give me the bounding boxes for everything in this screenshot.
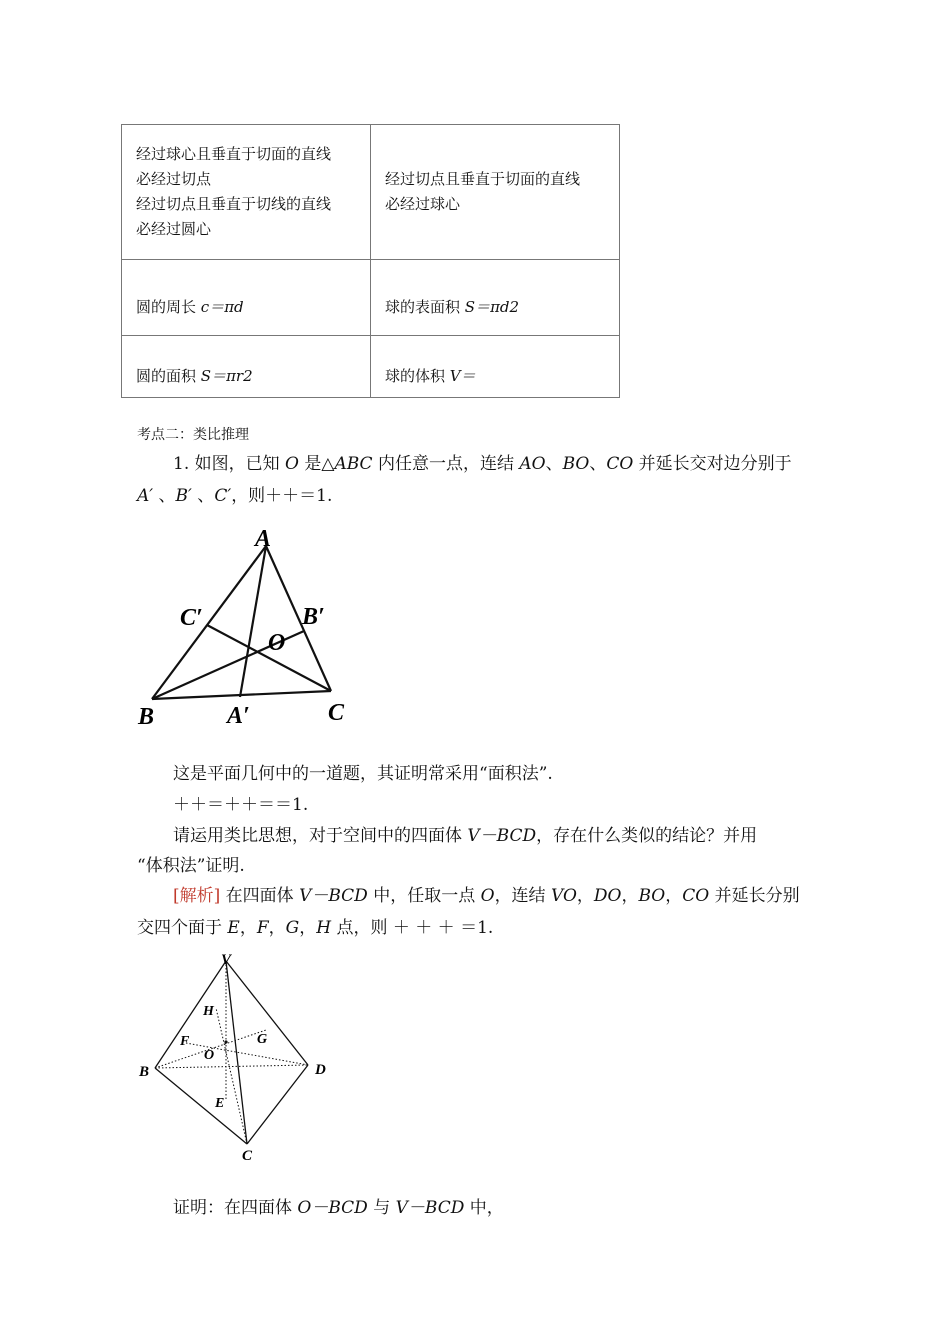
math-var: F (256, 918, 269, 938)
text: 、 (153, 486, 176, 506)
cevian-aa (240, 546, 266, 697)
text: ， (576, 886, 594, 906)
math-var: VO (550, 886, 577, 906)
cell-line: 经过切点且垂直于切面的直线 (385, 170, 581, 188)
label-a: A (255, 526, 272, 552)
cell-formula: V＝ (449, 367, 476, 385)
text: 中，任取一点 (367, 886, 481, 906)
text: 交四个面于 (137, 918, 228, 938)
math-var: V－BCD (467, 826, 537, 846)
label-e: E (215, 1096, 225, 1111)
text: 、 (589, 454, 607, 474)
label-a-prime: A′ (227, 703, 250, 729)
text: 、 (191, 486, 215, 506)
table-cell-right (371, 336, 620, 398)
label-c: C (328, 700, 345, 726)
tetra-solid-edges (155, 961, 308, 1144)
analysis-tag: [解析] (173, 886, 221, 906)
text: 、 (545, 454, 563, 474)
cell-line: 经过切点且垂直于切线的直线 (136, 195, 332, 213)
cell-line: 必经过球心 (385, 195, 461, 213)
text: ，存在什么类似的结论？并用 (536, 826, 758, 846)
line-co (216, 1008, 247, 1144)
cell-formula: c＝πd (200, 298, 244, 316)
math-var: C′ (214, 486, 232, 506)
cell-prefix: 圆的面积 (136, 367, 197, 385)
proof-line (173, 1193, 504, 1218)
math-var: V－BCD (395, 1198, 465, 1218)
analysis-line-1 (173, 881, 800, 906)
cell-formula: S＝πr2 (200, 367, 253, 385)
text: ，连结 (494, 886, 551, 906)
comparison-table (121, 124, 620, 398)
math-var: V－BCD (299, 886, 368, 906)
math-var: A′ (137, 486, 154, 506)
cell-formula: S＝πd2 (464, 298, 520, 316)
problem-line-2 (137, 481, 332, 506)
label-b-prime: B′ (302, 604, 325, 630)
edge-vc (226, 961, 247, 1144)
cell-line (385, 344, 605, 389)
text: ，则＋＋＝1. (231, 486, 333, 506)
text: 点，则 ＋ ＋ ＋ ＝1. (331, 918, 494, 938)
text: 在四面体 (220, 886, 300, 906)
edge-vb (155, 961, 226, 1068)
paragraph-3-line-1 (173, 821, 757, 846)
cell-prefix: 圆的周长 (136, 298, 197, 316)
table-cell-right (371, 125, 620, 260)
paragraph-2: ＋＋＝＋＋＝＝1. (173, 795, 309, 815)
table-row (122, 125, 620, 260)
label-h: H (203, 1004, 214, 1019)
math-var: BO (562, 454, 590, 474)
table-row (122, 336, 620, 398)
cell-line (136, 275, 356, 320)
math-var: O－BCD (297, 1198, 368, 1218)
analysis-line-2 (137, 913, 493, 938)
math-var: AO (519, 454, 546, 474)
text: 是△ (298, 454, 335, 474)
text: ， (268, 918, 286, 938)
math-var: O (480, 886, 495, 906)
math-var: G (285, 918, 300, 938)
tetrahedron-figure (130, 948, 340, 1168)
table-cell-left (122, 125, 371, 260)
text: ， (665, 886, 683, 906)
label-d: D (315, 1062, 326, 1078)
edge-bc (155, 1068, 247, 1144)
edge-vd (226, 961, 308, 1065)
label-g: G (257, 1032, 268, 1047)
label-c: C (242, 1148, 253, 1164)
paragraph-3-line-2: “体积法”证明. (137, 856, 245, 876)
cell-line (385, 275, 605, 320)
text: 请运用类比思想，对于空间中的四面体 (173, 826, 468, 846)
table-row (122, 260, 620, 336)
text: 并延长交对边分别于 (633, 454, 792, 474)
section-title: 考点二：类比推理 (137, 427, 249, 443)
math-var: BO (638, 886, 666, 906)
text: 与 (367, 1198, 396, 1218)
math-var: E (227, 918, 240, 938)
side-ab (152, 546, 266, 699)
edge-bd (155, 1065, 308, 1068)
cell-prefix: 球的表面积 (385, 298, 461, 316)
problem-line-1 (173, 449, 792, 474)
cell-line: 必经过圆心 (136, 220, 212, 238)
math-var: O (285, 454, 299, 474)
math-var: CO (682, 886, 710, 906)
text: ， (239, 918, 257, 938)
label-o: O (268, 630, 286, 656)
triangle-figure (130, 522, 360, 732)
label-f: F (180, 1034, 190, 1049)
tetra-dashed-lines (155, 961, 308, 1144)
table-cell-left (122, 260, 371, 336)
paragraph-1: 这是平面几何中的一道题，其证明常采用“面积法”. (173, 764, 553, 784)
table-cell-left (122, 336, 371, 398)
cell-line (136, 344, 356, 389)
math-var: ABC (334, 454, 373, 474)
math-var: B′ (175, 486, 192, 506)
text: ， (621, 886, 639, 906)
table-cell-right (371, 260, 620, 336)
label-v: V (221, 952, 232, 968)
math-var: H (316, 918, 332, 938)
label-o: O (204, 1048, 215, 1063)
math-var: CO (606, 454, 634, 474)
text: 内任意一点，连结 (372, 454, 520, 474)
text: ， (299, 918, 317, 938)
cell-prefix: 球的体积 (385, 367, 446, 385)
label-b: B (139, 1064, 150, 1080)
label-b: B (138, 704, 155, 730)
point-o (224, 1040, 227, 1043)
text: 1. 如图，已知 (173, 454, 286, 474)
edge-dc (247, 1065, 308, 1144)
cell-line: 必经过切点 (136, 170, 212, 188)
label-c-prime: C′ (180, 605, 203, 631)
text: 证明：在四面体 (173, 1198, 298, 1218)
math-var: DO (593, 886, 622, 906)
text: 并延长分别 (709, 886, 800, 906)
cell-line: 经过球心且垂直于切面的直线 (136, 145, 332, 163)
text: 中， (464, 1198, 504, 1218)
